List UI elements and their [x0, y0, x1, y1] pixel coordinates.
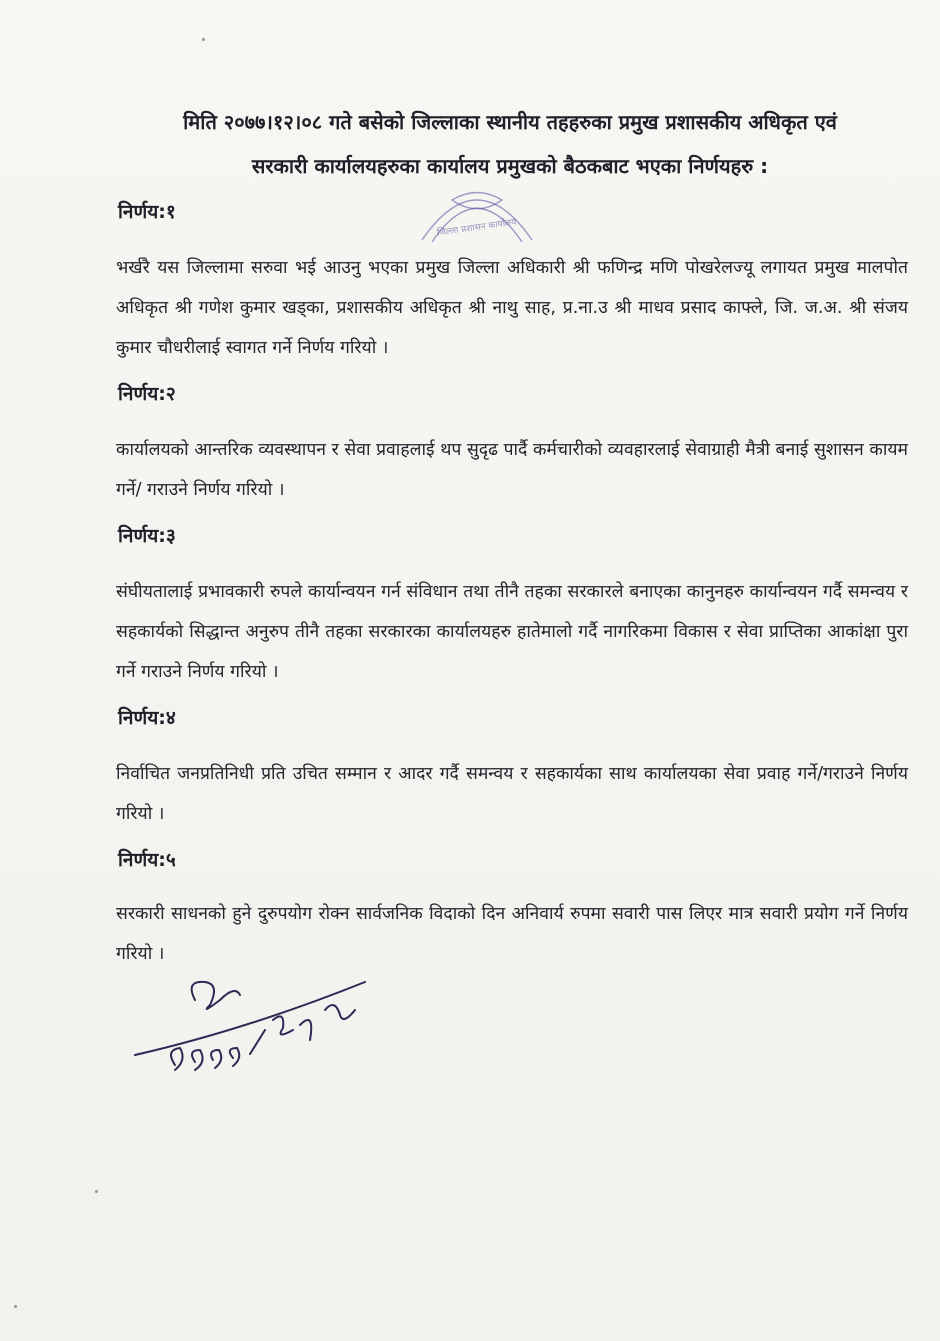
decision-2-text: कार्यालयको आन्तरिक व्यवस्थापन र सेवा प्रवाहलाई थप सुदृढ पार्दै कर्मचारीको व्यवहारलाई सेवाग्राही मैत्री बनाई सुशासन कायम गर्ने/ गराउने निर्णय गरियो ।	[116, 440, 908, 500]
decision-3-heading: निर्णय:३	[118, 525, 176, 547]
title-line-2: सरकारी कार्यालयहरुका कार्यालय प्रमुखको बैठकबाट भएका निर्णयहरु :	[251, 154, 769, 178]
decision-1-heading: निर्णय:१	[118, 201, 176, 223]
decision-3-text: संघीयतालाई प्रभावकारी रुपले कार्यान्वयन गर्न संविधान तथा तीनै तहका सरकारले बनाएका कानुनहरु कार्यान्वयन गर्दै समन्वय र सहकार्यको सिद्धान्त अनुरुप तीनै तहका सरकारका कार्यालयहरु हातेमालो गर्दै नागरिकमा विकास र सेवा प्राप्तिका आकांक्षा पुरा गर्ने गराउने निर्णय गरियो ।	[116, 582, 908, 682]
paper-speck	[202, 38, 205, 41]
seal-text: जिल्ला प्रशासन कार्यालय	[436, 217, 518, 239]
signature-date: २०७७/१२/०८	[125, 970, 130, 971]
title-line-1: मिति २०७७।१२।०८ गते बसेको जिल्लाका स्थानीय तहहरुका प्रमुख प्रशासकीय अधिकृत एवं	[183, 110, 837, 134]
decision-1-text: भर्खरै यस जिल्लामा सरुवा भई आउनु भएका प्रमुख जिल्ला अधिकारी श्री फणिन्द्र मणि पोखरेलज्यू लगायत प्रमुख मालपोत अधिकृत श्री गणेश कुमार खड्का, प्रशासकीय अधिकृत श्री नाथु साह, प्र.ना.उ श्री माधव प्रसाद काफ्ले, जि. ज.अ. श्री संजय कुमार चौधरीलाई स्वागत गर्ने निर्णय गरियो ।	[116, 258, 908, 358]
office-seal-stamp	[412, 170, 542, 250]
decision-5-heading: निर्णय:५	[118, 849, 176, 871]
decision-2-heading: निर्णय:२	[118, 383, 176, 405]
decision-5-text: सरकारी साधनको हुने दुरुपयोग रोक्न सार्वजनिक विदाको दिन अनिवार्य रुपमा सवारी पास लिएर मात्र सवारी प्रयोग गर्ने निर्णय गरियो ।	[116, 904, 908, 964]
paper-speck	[95, 1190, 98, 1193]
paper-speck	[14, 1305, 17, 1308]
handwritten-signature	[125, 970, 385, 1100]
decision-4-text: निर्वाचित जनप्रतिनिधी प्रति उचित सम्मान र आदर गर्दै समन्वय र सहकार्यका साथ कार्यालयका सेवा प्रवाह गर्ने/गराउने निर्णय गरियो ।	[116, 764, 908, 824]
decision-4-heading: निर्णय:४	[118, 707, 176, 729]
